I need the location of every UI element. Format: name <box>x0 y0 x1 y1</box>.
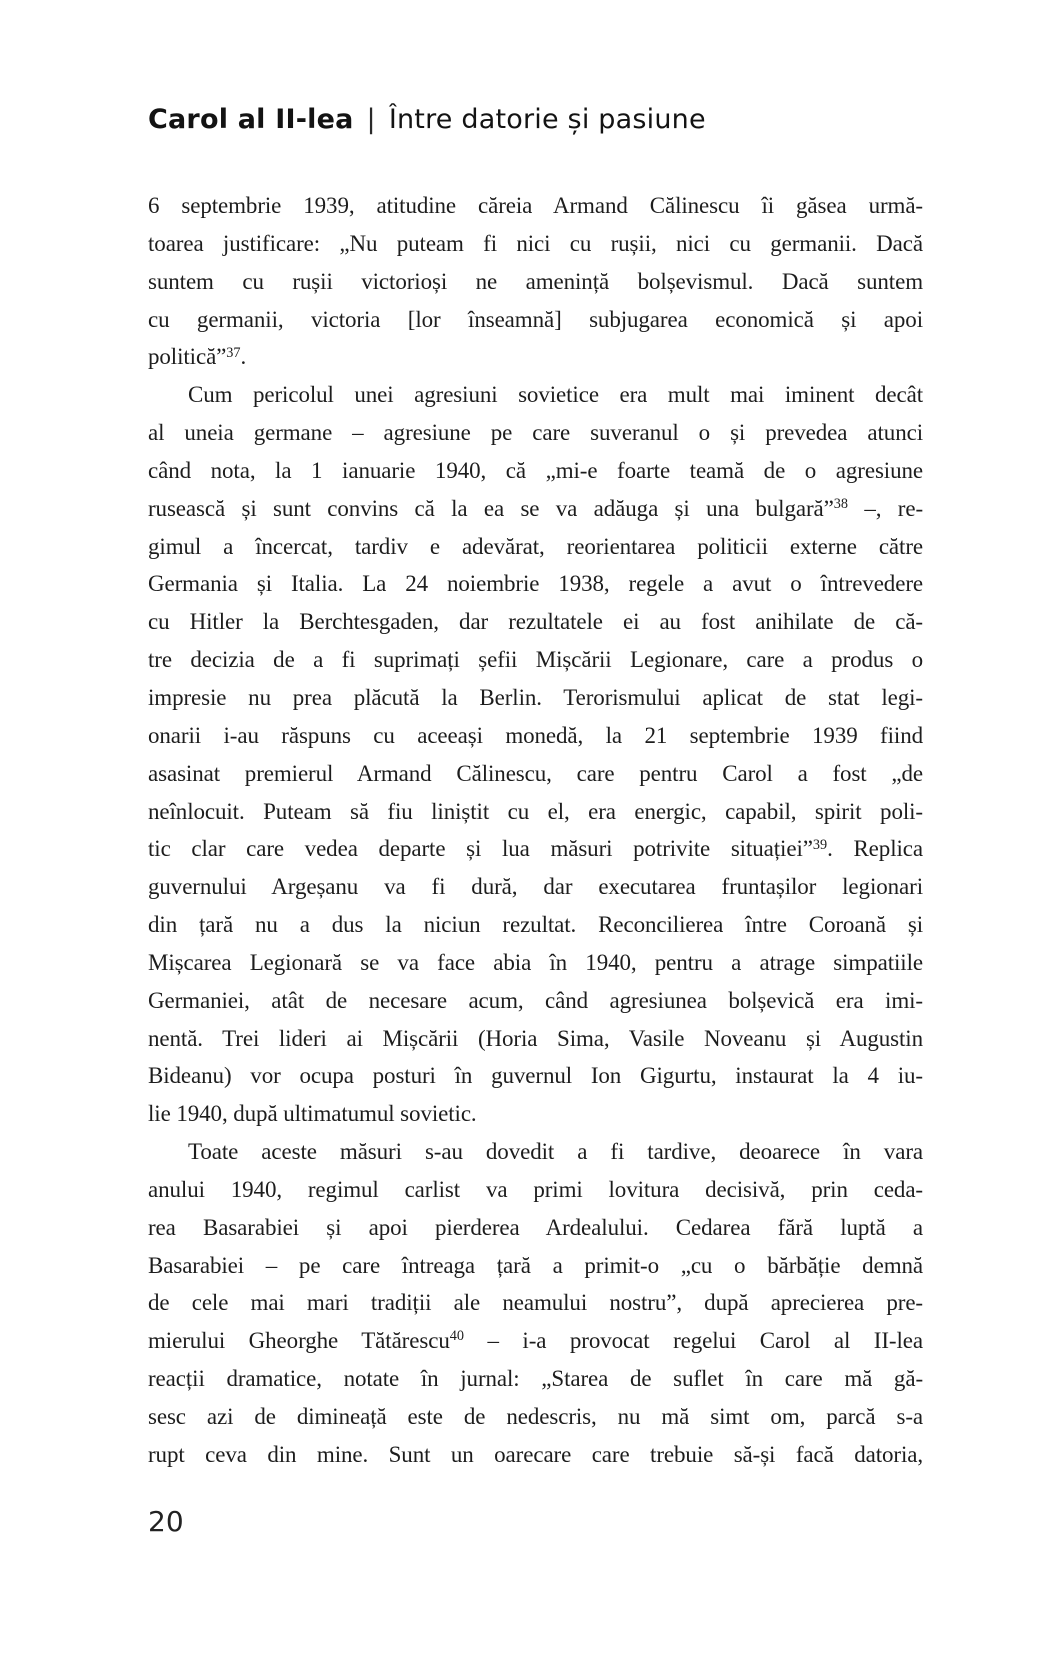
text-line: reacții dramatice, notate în jurnal: „Starea de suflet în care mă gă- <box>148 1366 923 1392</box>
text-line: anului 1940, regimul carlist va primi lovitura decisivă, prin ceda- <box>148 1176 923 1202</box>
text-line: mierului Gheorghe Tătărescu$^{40}$ – i-a provocat regelui Carol al II-lea <box>148 1328 923 1354</box>
text-line: guvernului Argeșanu va fi dură, dar executarea fruntașilor legionari <box>148 874 923 900</box>
text-line: când nota, la 1 ianuarie 1940, că „mi-e foarte teamă de o agresiune <box>148 457 923 483</box>
text-line: suntem cu rușii victorioși ne amenință bolșevismul. Dacă suntem <box>148 268 923 294</box>
text-line: Basarabiei – pe care întreaga țară a primit-o „cu o bărbăție demnă <box>148 1252 923 1278</box>
text-line: toarea justificare: „Nu puteam fi nici cu rușii, nici cu germanii. Dacă <box>148 230 923 256</box>
text-line: Cum pericolul unei agresiuni sovietice era mult mai iminent decât <box>188 382 923 408</box>
text-line: onarii i-au răspuns cu aceeași monedă, la 21 septembrie 1939 fiind <box>148 722 923 748</box>
book-title: Carol al II-lea <box>148 104 354 135</box>
text-line: Bideanu) vor ocupa posturi în guvernul Ion Gigurtu, instaurat la 4 iu- <box>148 1063 923 1089</box>
text-line: rea Basarabiei și apoi pierderea Ardealului. Cedarea fără luptă a <box>148 1214 923 1240</box>
body-text <box>148 187 923 1474</box>
text-line: asasinat premierul Armand Călinescu, care pentru Carol a fost „de <box>148 760 923 786</box>
text-line: de cele mai mari tradiții ale neamului nostru”, după aprecierea pre- <box>148 1290 923 1316</box>
chapter-title: Între datorie și pasiune <box>388 104 706 135</box>
footnote-marker: 38 <box>833 495 848 512</box>
text-line: lie 1940, după ultimatumul sovietic. <box>148 1101 477 1127</box>
text-line: Toate aceste măsuri s-au dovedit a fi tardive, deoarece în vara <box>188 1139 923 1165</box>
paragraph <box>148 376 923 1133</box>
page-number: 20 <box>148 1505 184 1538</box>
text-line: rupt ceva din mine. Sunt un oarecare care trebuie să-și facă datoria, <box>148 1441 923 1467</box>
text-line: Mișcarea Legionară se va face abia în 1940, pentru a atrage simpatiile <box>148 949 923 975</box>
header-separator: | <box>366 104 376 135</box>
text-line: tic clar care vedea departe și lua măsuri potrivite situației”$^{39}$. Replica <box>148 836 923 862</box>
text-line: rusească și sunt convins că la ea se va adăuga și una bulgară”$^{38}$ –, re- <box>148 495 924 521</box>
footnote-marker: 37 <box>226 344 241 361</box>
text-line: impresie nu prea plăcută la Berlin. Terorismului aplicat de stat legi- <box>148 684 923 710</box>
text-line: nentă. Trei lideri ai Mișcării (Horia Sima, Vasile Noveanu și Augustin <box>148 1025 923 1051</box>
text-line: Germania și Italia. La 24 noiembrie 1938, regele a avut o întrevedere <box>148 571 923 597</box>
text-line: gimul a încercat, tardiv e adevărat, reorientarea politicii externe către <box>148 533 923 559</box>
paragraph <box>148 1133 923 1474</box>
footnote-marker: 40 <box>449 1328 464 1345</box>
text-line: Germaniei, atât de necesare acum, când agresiunea bolșevică era imi- <box>148 987 923 1013</box>
text-line: din țară nu a dus la niciun rezultat. Reconcilierea între Coroană și <box>148 912 923 938</box>
text-line: tre decizia de a fi suprimați șefii Mișcării Legionare, care a produs o <box>148 647 923 673</box>
text-line: al uneia germane – agresiune pe care suveranul o și prevedea atunci <box>148 420 923 446</box>
running-header <box>148 103 923 137</box>
text-line: politică”$^{37}$. <box>148 344 247 370</box>
text-line: cu Hitler la Berchtesgaden, dar rezultatele ei au fost anihilate de că- <box>148 609 923 635</box>
text-line: neînlocuit. Puteam să fiu liniștit cu el, era energic, capabil, spirit poli- <box>148 798 923 824</box>
text-line: cu germanii, victoria [lor înseamnă] subjugarea economică și apoi <box>148 306 923 332</box>
footnote-marker: 39 <box>812 836 828 853</box>
paragraph <box>148 187 923 376</box>
text-line: sesc azi de dimineață este de nedescris, nu mă simt om, parcă s-a <box>148 1404 923 1429</box>
text-line: 6 septembrie 1939, atitudine căreia Armand Călinescu îi găsea urmă- <box>148 193 923 218</box>
